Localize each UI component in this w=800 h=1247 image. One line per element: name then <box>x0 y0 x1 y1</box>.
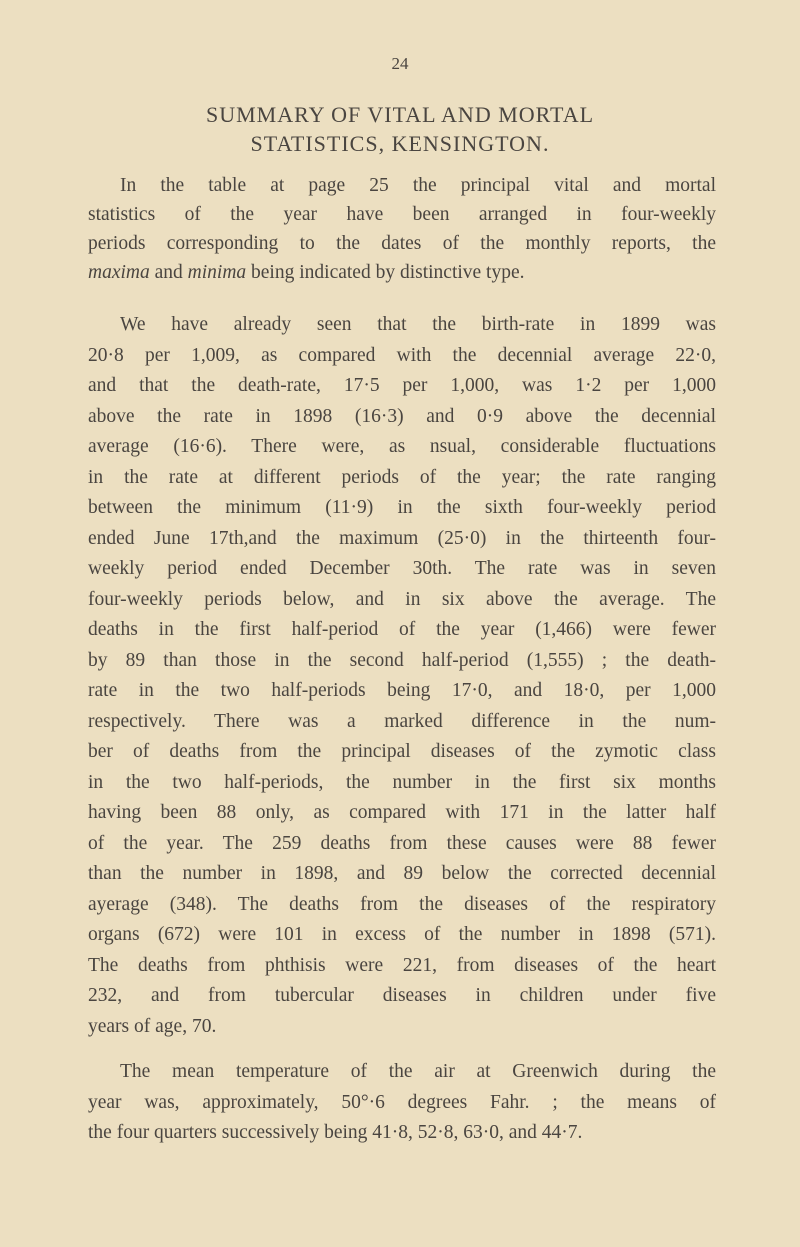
text-line: ber of deaths from the principal diseases of the zymotic class <box>88 741 716 762</box>
text-line: average (16·6). There were, as nsual, considerable fluctuations <box>88 436 716 457</box>
paragraph-intro <box>88 171 716 287</box>
text-line: periods corresponding to the dates of the monthly reports, the <box>88 233 716 254</box>
text-line: year was, approximately, 50°·6 degrees Fahr. ; the means of <box>88 1091 716 1113</box>
italic-term: maxima <box>88 262 150 283</box>
title-line: SUMMARY OF VITAL AND MORTAL <box>205 102 595 127</box>
text-fragment: and <box>149 262 188 283</box>
text-line: in the two half-periods, the number in the first six months <box>88 771 716 793</box>
page-title <box>0 100 800 158</box>
text-line: organs (672) were 101 in excess of the number in 1898 (571). <box>88 924 716 945</box>
text-line: and that the death-rate, 17·5 per 1,000, was 1·2 per 1,000 <box>88 375 716 396</box>
text-line: The deaths from phthisis were 221, from diseases of the heart <box>88 954 716 976</box>
text-line: weekly period ended December 30th. The rate was in seven <box>88 558 716 579</box>
text-line: respectively. There was a marked difference in the num- <box>88 710 716 732</box>
text-line: In the table at page 25 the principal vital and mortal <box>120 175 716 196</box>
text-fragment: being indicated by distinctive type. <box>246 262 525 283</box>
text-line: rate in the two half-periods being 17·0, and 18·0, per 1,000 <box>88 680 716 701</box>
text-line: the four quarters successively being 41·8, 52·8, 63·0, and 44·7. <box>88 1122 583 1143</box>
paragraph-statistics <box>88 310 716 1042</box>
text-line: by 89 than those in the second half-period (1,555) ; the death- <box>88 649 716 671</box>
text-line <box>88 258 716 287</box>
text-line: having been 88 only, as compared with 171 in the latter half <box>88 802 716 823</box>
italic-term: minima <box>187 262 247 283</box>
page-number: 24 <box>391 54 409 73</box>
text-line: 20·8 per 1,009, as compared with the decennial average 22·0, <box>88 344 716 366</box>
text-line: in the rate at different periods of the year; the rate ranging <box>88 466 716 488</box>
text-line: 232, and from tubercular diseases in children under five <box>88 985 716 1006</box>
text-line: The mean temperature of the air at Greenwich during the <box>120 1061 716 1082</box>
text-line: above the rate in 1898 (16·3) and 0·9 above the decennial <box>88 405 716 427</box>
text-line: ayerage (348). The deaths from the diseases of the respiratory <box>88 893 716 915</box>
text-line: between the minimum (11·9) in the sixth four-weekly period <box>88 497 716 518</box>
title-line: STATISTICS, KENSINGTON. <box>250 131 550 156</box>
text-line: statistics of the year have been arranged in four-weekly <box>88 204 716 225</box>
text-line: We have already seen that the birth-rate in 1899 was <box>120 314 716 335</box>
text-line: four-weekly periods below, and in six above the average. The <box>88 588 716 610</box>
text-line: ended June 17th,and the maximum (25·0) in the thirteenth four- <box>88 527 716 549</box>
text-line: than the number in 1898, and 89 below the corrected decennial <box>88 863 716 884</box>
text-line: of the year. The 259 deaths from these causes were 88 fewer <box>88 832 716 854</box>
text-line: years of age, 70. <box>88 1015 217 1037</box>
text-line: deaths in the first half-period of the year (1,466) were fewer <box>88 619 716 640</box>
paragraph-temperature <box>88 1057 716 1149</box>
